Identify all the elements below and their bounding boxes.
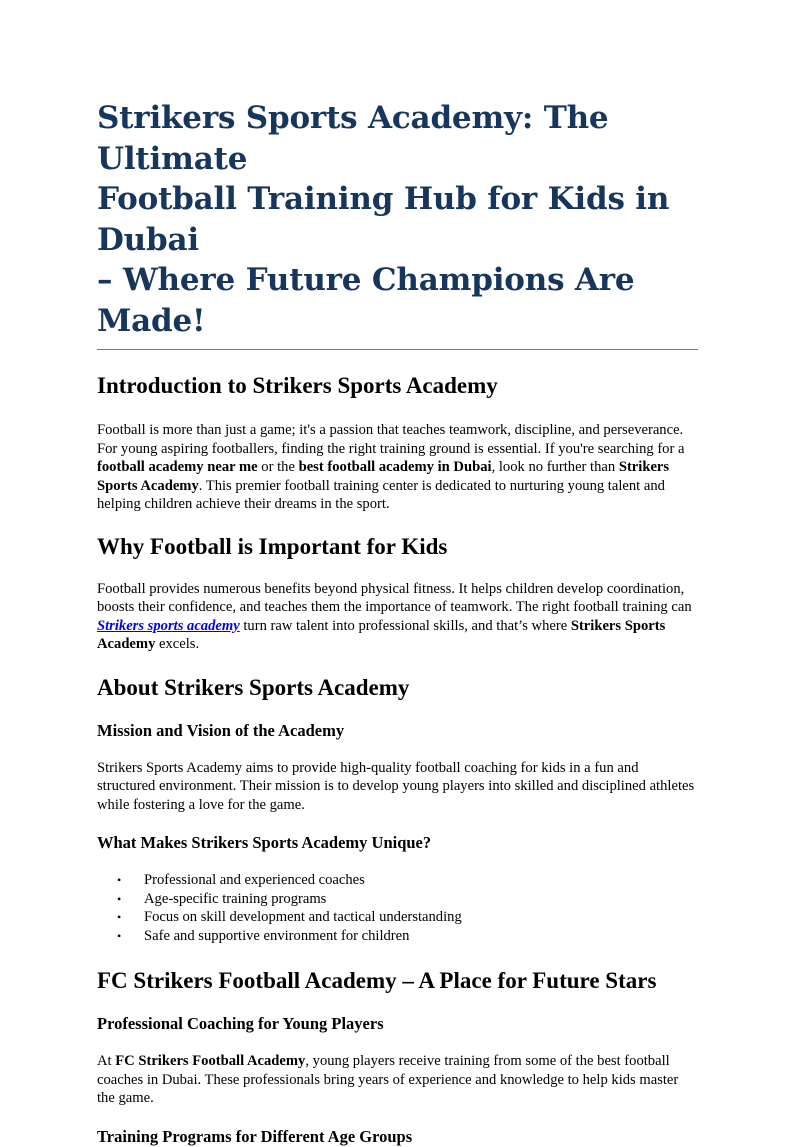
fc-heading: FC Strikers Football Academy – A Place for Future Stars: [97, 968, 657, 993]
title-line-1: Strikers Sports Academy: The Ultimate: [97, 100, 609, 177]
why-text-1: Football provides numerous benefits beyond physical fitness. It helps children develop coordination, boosts their confidence, and teaches them the importance of teamwork. The right football training can: [97, 580, 692, 615]
list-item: [97, 890, 698, 909]
document-page: [97, 98, 698, 1147]
intro-heading: Introduction to Strikers Sports Academy: [97, 373, 498, 398]
bullet-icon: •: [117, 928, 122, 943]
intro-text-1: Football is more than just a game; it's a passion that teaches teamwork, discipline, and perseverance. For young aspiring footballers, finding the right training ground is essential. If you're searching for a: [97, 422, 685, 457]
coaching-heading: Professional Coaching for Young Players: [97, 1014, 384, 1033]
about-heading: About Strikers Sports Academy: [97, 674, 410, 700]
intro-bold-3: Strikers Sports Academy: [97, 459, 670, 494]
title-underline-divider: [97, 349, 698, 350]
programs-heading: Training Programs for Different Age Groups: [97, 1126, 413, 1146]
bullet-icon: •: [117, 891, 122, 906]
why-bold-1: Strikers Sports Academy: [97, 617, 666, 652]
list-item-label: Safe and supportive environment for children: [144, 927, 410, 944]
title-line-2: Football Training Hub for Kids in Dubai: [97, 181, 670, 258]
title-line-3: – Where Future Champions Are Made!: [97, 262, 635, 339]
list-item: [97, 927, 698, 946]
unique-heading: What Makes Strikers Sports Academy Unique?: [97, 833, 432, 852]
intro-paragraph: [97, 421, 698, 514]
strikers-academy-link[interactable]: Strikers sports academy: [97, 617, 240, 634]
bullet-icon: •: [117, 873, 122, 887]
coaching-text-1: At: [97, 1053, 116, 1069]
mission-paragraph: Strikers Sports Academy aims to provide high-quality football coaching for kids in a fun and structured environment. Their mission is to develop young players into skilled and disciplined athletes while fostering a love for the game.: [97, 759, 695, 813]
why-text-3: excels.: [155, 636, 200, 652]
intro-text-4: . This premier football training center is dedicated to nurturing young talent and helping children achieve their dreams in the sport.: [97, 477, 665, 512]
intro-bold-2: best football academy in Dubai: [298, 459, 492, 475]
document-title: [97, 98, 698, 349]
list-item-label: Age-specific training programs: [144, 890, 327, 907]
list-item-label: Focus on skill development and tactical understanding: [144, 909, 462, 925]
intro-text-2: or the: [257, 459, 299, 475]
why-paragraph: [97, 580, 698, 654]
list-item-label: Professional and experienced coaches: [144, 872, 365, 888]
why-text-2: turn raw talent into professional skills, and that’s where: [239, 617, 571, 634]
coaching-paragraph: [97, 1052, 698, 1108]
coaching-bold-1: FC Strikers Football Academy: [115, 1053, 306, 1069]
mission-heading: Mission and Vision of the Academy: [97, 720, 345, 740]
intro-text-3: , look no further than: [491, 459, 619, 475]
why-heading: Why Football is Important for Kids: [97, 533, 448, 559]
coaching-text-2: , young players receive training from some of the best football coaches in Dubai. These professionals bring years of experience and knowledge to help kids master the game.: [97, 1053, 679, 1106]
list-item: [97, 871, 698, 890]
list-item: [97, 908, 698, 927]
bullet-icon: •: [117, 910, 122, 924]
intro-bold-1: football academy near me: [97, 459, 258, 475]
unique-features-list: [97, 871, 698, 945]
